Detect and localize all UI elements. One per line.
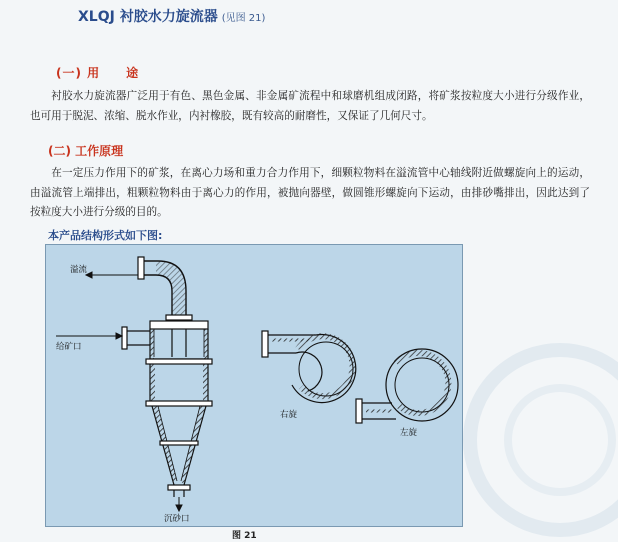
page-title [78, 6, 265, 26]
figure-panel [45, 244, 463, 527]
title-main: XLQJ 衬胶水力旋流器 [78, 9, 218, 25]
section1-heading: (一) 用 途 [56, 66, 140, 80]
left-turn-label: 左旋 [400, 428, 418, 438]
underflow-label: 沉砂口 [164, 514, 190, 524]
section2-heading: (二) 工作原理 [48, 144, 124, 158]
left-turn-spiral [356, 349, 458, 423]
section2-text: 在一定压力作用下的矿浆，在离心力场和重力合力作用下，细颗粒物料在溢流管中心轴线附近做螺旋向上的运动，由溢流管上端排出，粗颗粒物料由于离心力的作用，被抛向器壁，做圆锥形螺旋向下运动，由排砂嘴排出，因此达到了按粒度大小进行分级的目的。 [30, 167, 590, 218]
feed-label: 给矿口 [56, 342, 82, 352]
flow-arrows [56, 272, 182, 511]
right-turn-spiral [262, 331, 356, 403]
figure-caption: 本产品结构形式如下图: [48, 229, 163, 242]
overflow-label: 溢流 [70, 265, 88, 275]
title-sub: (见图 21) [221, 13, 266, 24]
hydrocyclone-drawing [46, 245, 462, 526]
right-turn-label: 右旋 [280, 410, 298, 420]
figure-number: 图 21 [232, 531, 257, 541]
cyclone-body [122, 257, 212, 497]
section1-text: 衬胶水力旋流器广泛用于有色、黑色金属、非金属矿流程中和球磨机组成闭路，将矿浆按粒度大小进行分级作业，也可用于脱泥、浓缩、脱水作业，内衬橡胶，既有较高的耐磨性，又保证了几何尺寸。 [30, 90, 590, 122]
